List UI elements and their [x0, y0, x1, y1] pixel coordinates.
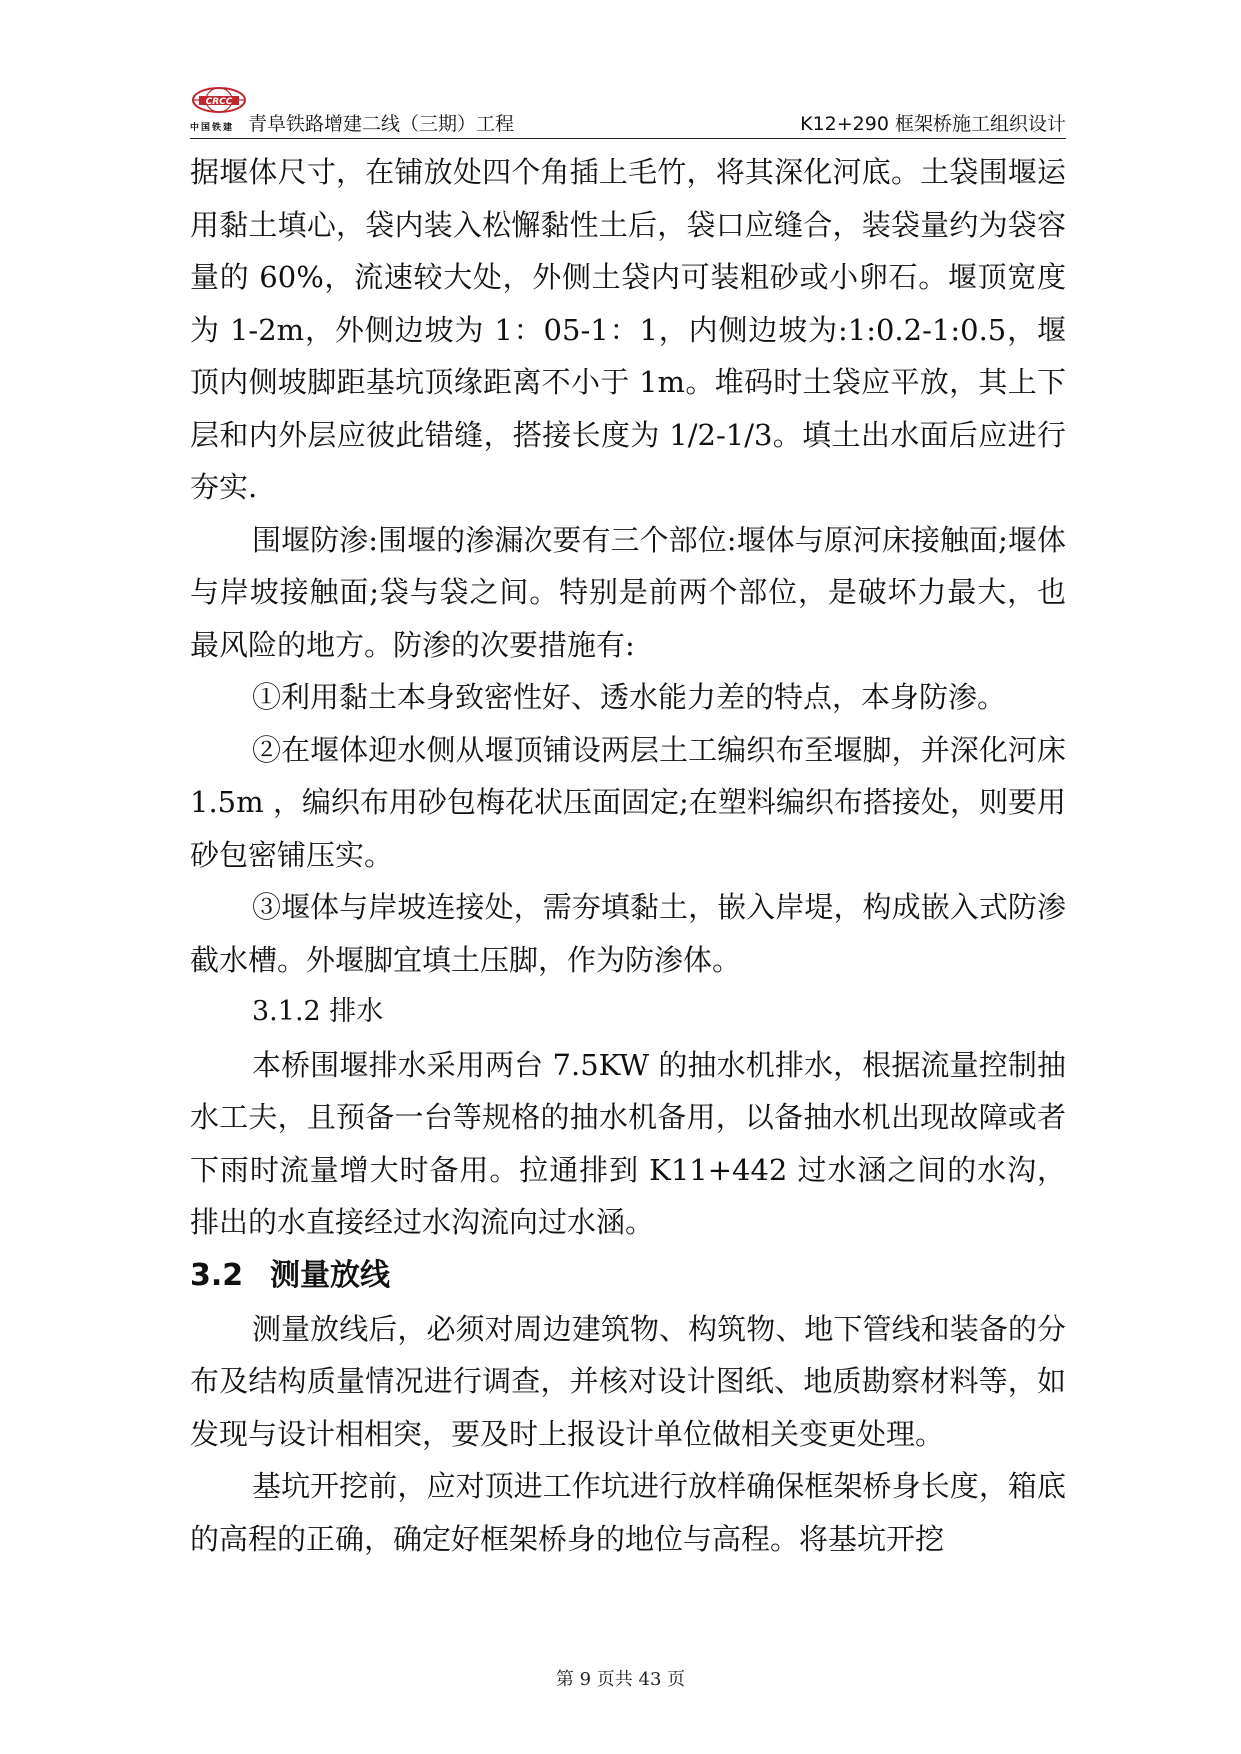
paragraph-survey-check: 测量放线后，必须对周边建筑物、构筑物、地下管线和装备的分布及结构质量情况进行调查，并核对设计图纸、地质勘察材料等，如发现与设计相相突，要及时上报设计单位做相关变更处理。 [190, 1311, 1066, 1451]
page-body [190, 146, 1066, 1565]
paragraph-measure-1: ①利用黏土本身致密性好、透水能力差的特点，本身防渗。 [252, 680, 1007, 714]
project-title: 青阜铁路增建二线（三期）工程 [248, 113, 515, 135]
section-heading [190, 1249, 1066, 1303]
paragraph-seepage-intro: 围堰防渗:围堰的渗漏次要有三个部位:堰体与原河床接触面;堰体与岸坡接触面;袋与袋之间。特别是前两个部位，是破坏力最大，也最风险的地方。防渗的次要措施有: [190, 522, 1066, 662]
section-title: 测量放线 [270, 1257, 390, 1293]
page-header [190, 82, 1066, 139]
paragraph-measure-3: ③堰体与岸坡连接处，需夯填黏土，嵌入岸堤，构成嵌入式防渗截水槽。外堰脚宜填土压脚，作为防渗体。 [190, 890, 1066, 977]
svg-text:CRCC: CRCC [205, 97, 233, 107]
paragraph-drainage: 本桥围堰排水采用两台 7.5KW 的抽水机排水，根据流量控制抽水工夫，且预备一台等规格的抽水机备用，以备抽水机出现故障或者下雨时流量增大时备用。拉通排到 K11+442 过水涵之间的水沟，排出的水直接经过水沟流向过水涵。 [190, 1047, 1066, 1239]
page-number: 第 9 页共 43 页 [555, 1669, 686, 1690]
section-number: 3.2 [190, 1257, 244, 1293]
document-title: K12+290 框架桥施工组织设计 [800, 113, 1066, 135]
logo-caption: 中国铁建 [190, 123, 235, 133]
paragraph-foundation-pit: 基坑开挖前，应对顶进工作坑进行放样确保框架桥身长度，箱底的高程的正确，确定好框架桥身的地位与高程。将基坑开挖 [190, 1469, 1066, 1556]
subheading-drainage: 3.1.2 排水 [252, 996, 384, 1027]
paragraph-cofferdam-construction: 据堰体尺寸，在铺放处四个角插上毛竹，将其深化河底。土袋围堰运用黏土填心，袋内装入松懈黏性土后，袋口应缝合，装袋量约为袋容量的 60%，流速较大处，外侧土袋内可装粗砂或小卵石。堰顶宽度为 1-2m，外侧边坡为 1：05-1：1，内侧边坡为:1:0.2-1:0.5，堰顶内侧坡脚距基坑顶缘距离不小于 1m。堆码时土袋应平放，其上下层和内外层应彼此错缝，搭接长度为 1/2-1/3。填土出水面后应进行夯实. [190, 155, 1066, 504]
paragraph-measure-2: ②在堰体迎水侧从堰顶铺设两层土工编织布至堰脚，并深化河床 1.5m ，编织布用砂包梅花状压面固定;在塑料编织布搭接处，则要用砂包密铺压实。 [190, 732, 1066, 872]
